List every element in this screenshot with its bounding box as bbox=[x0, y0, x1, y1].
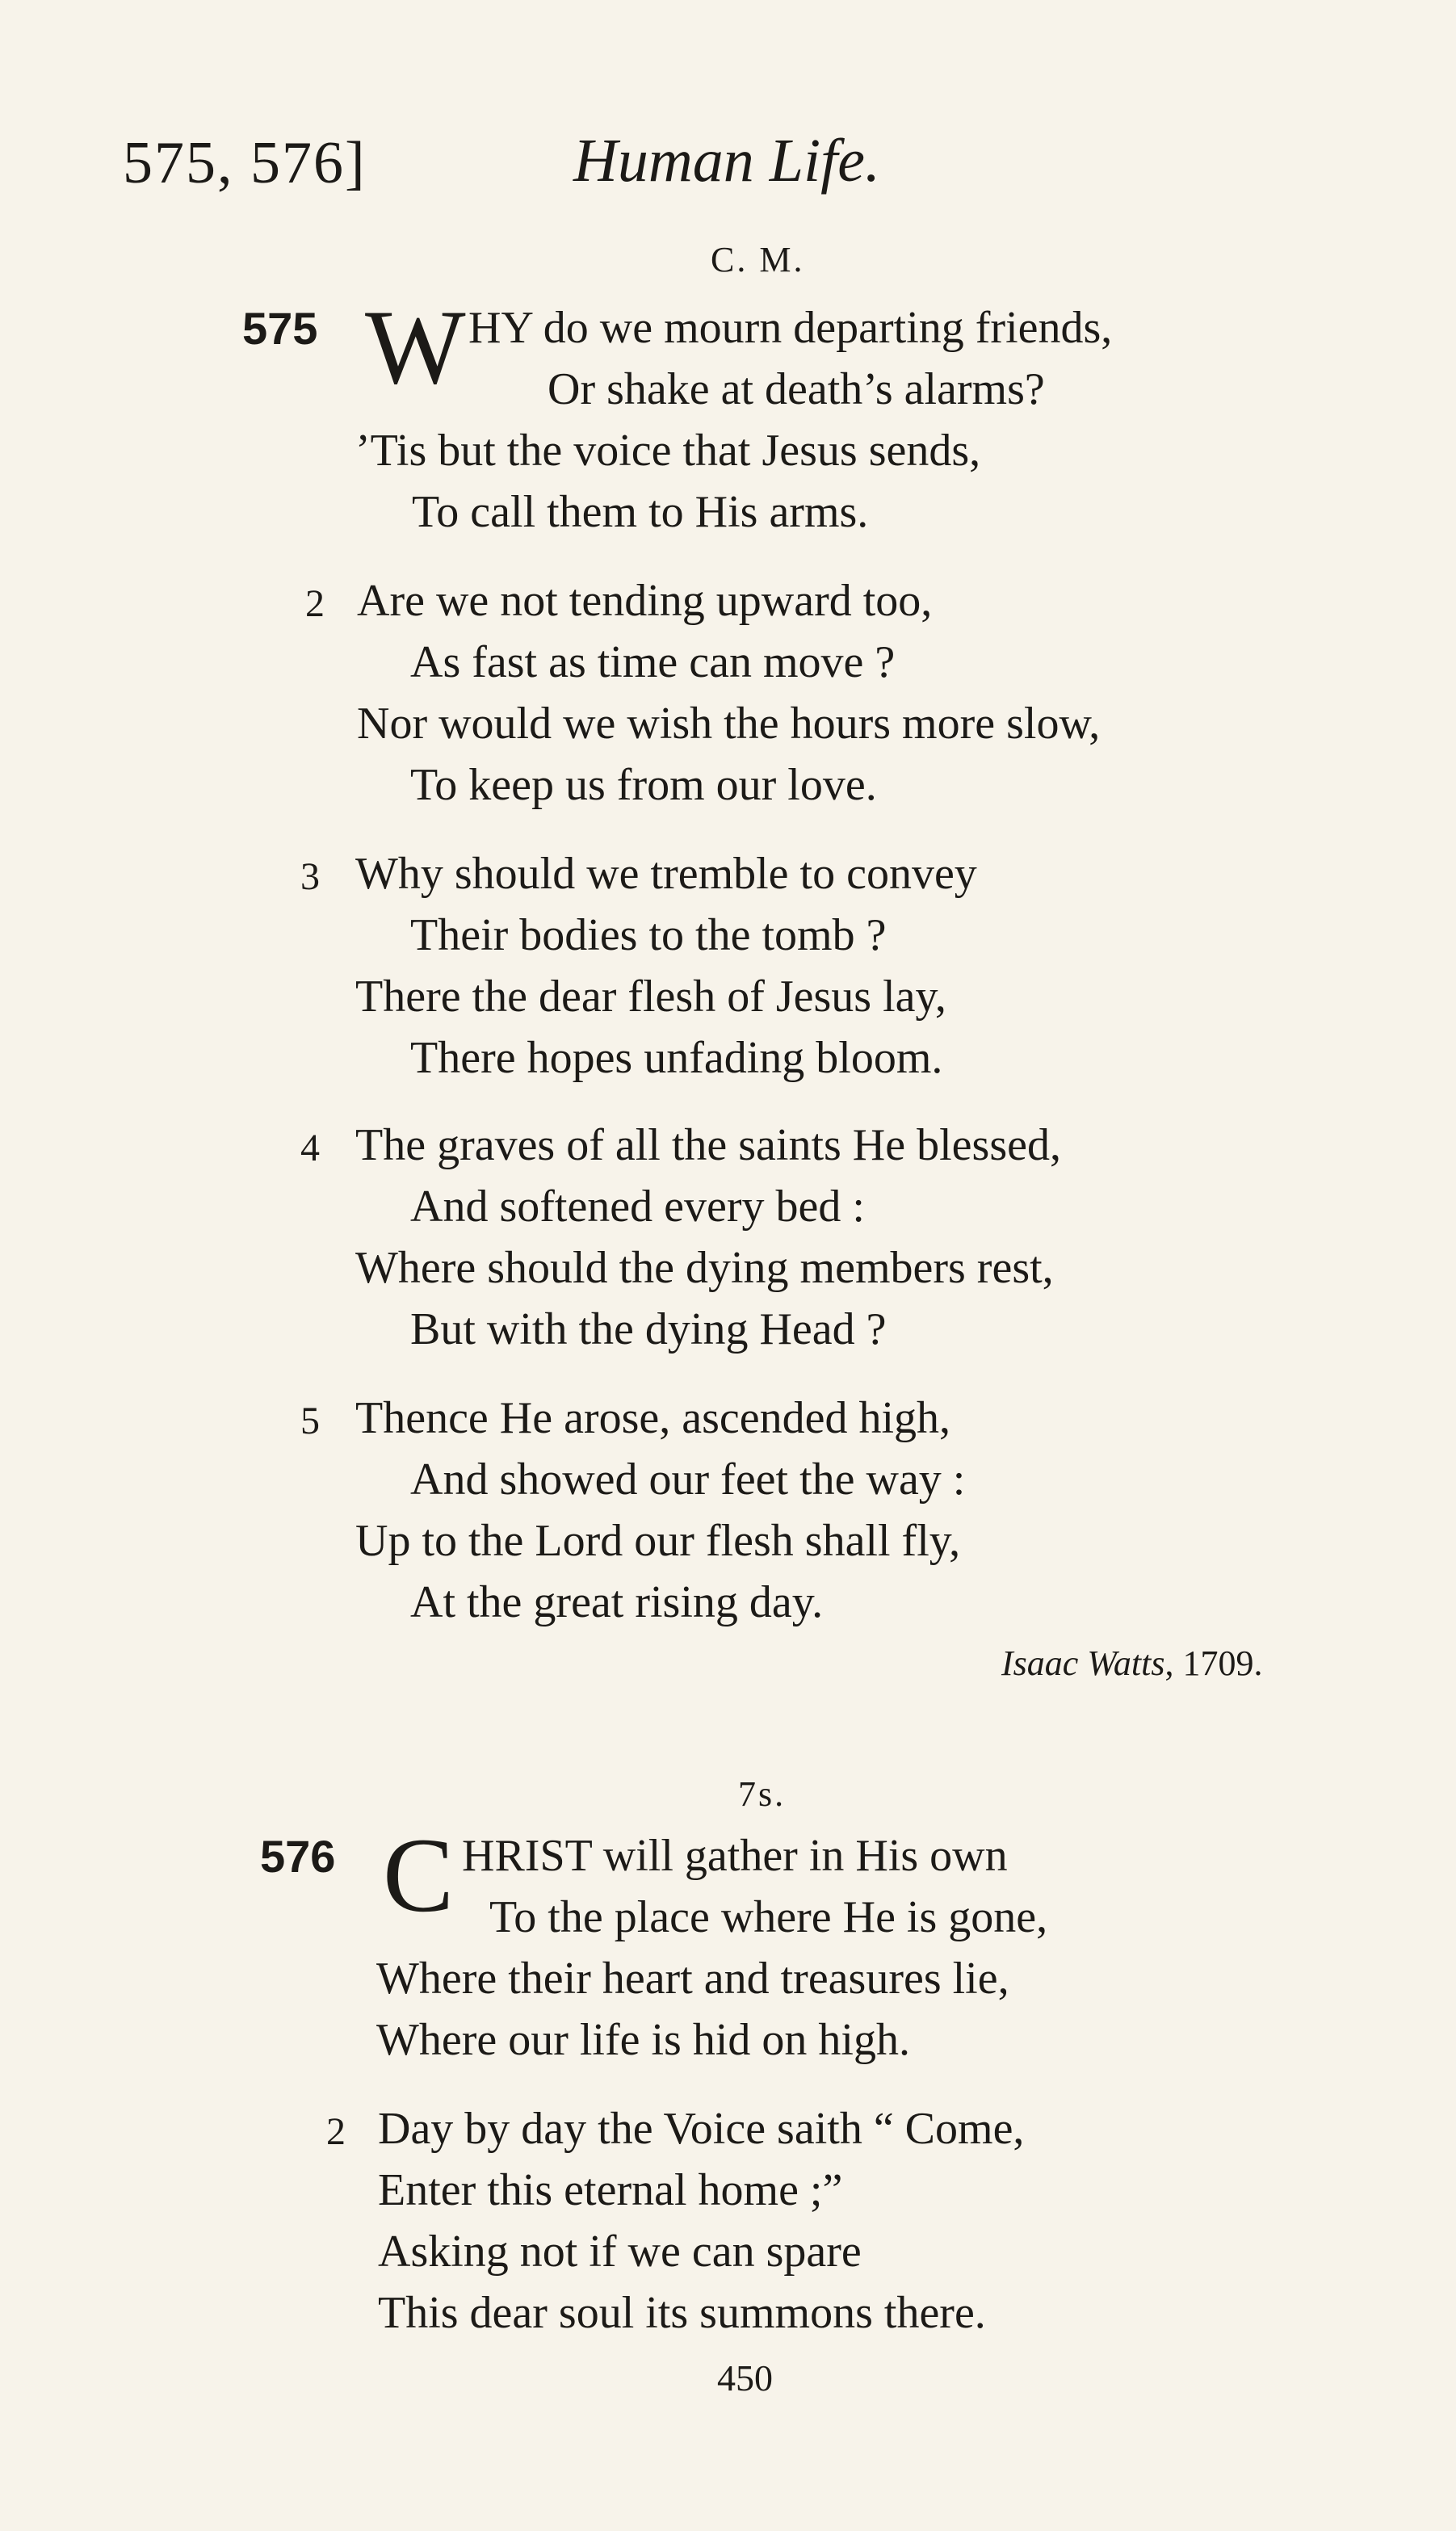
hymn-575-line-4: To call them to His arms. bbox=[412, 487, 869, 537]
hymn-575-meter: C. M. bbox=[711, 240, 805, 279]
hymn-575-v2-line-3: Nor would we wish the hours more slow, bbox=[357, 699, 1101, 749]
hymn-575-verse-2-number: 2 bbox=[305, 582, 325, 625]
hymn-575-v5-line-4: At the great rising day. bbox=[410, 1577, 824, 1627]
hymn-575-v3-line-1: Why should we tremble to convey bbox=[355, 849, 977, 899]
hymn-576-line-2: To the place where He is gone, bbox=[489, 1892, 1048, 1942]
hymn-575-line-1: HY do we mourn departing friends, bbox=[468, 303, 1113, 353]
hymn-576-dropcap: C bbox=[383, 1815, 455, 1934]
hymn-576-v2-line-2: Enter this eternal home ;” bbox=[378, 2165, 843, 2215]
hymn-575-verse-3-number: 3 bbox=[300, 855, 320, 898]
attribution-author: Isaac Watts bbox=[1001, 1643, 1165, 1683]
hymn-575-v3-line-3: There the dear flesh of Jesus lay, bbox=[355, 972, 946, 1022]
hymn-575-v5-line-3: Up to the Lord our flesh shall fly, bbox=[355, 1516, 961, 1566]
hymn-575-v5-line-1: Thence He arose, ascended high, bbox=[355, 1393, 950, 1443]
hymn-575-v2-line-1: Are we not tending upward too, bbox=[357, 576, 933, 626]
hymn-576-line-4: Where our life is hid on high. bbox=[376, 2015, 910, 2065]
hymn-576-line-1: HRIST will gather in His own bbox=[462, 1831, 1008, 1881]
hymn-575-v4-line-3: Where should the dying members rest, bbox=[355, 1243, 1054, 1293]
hymn-575-v4-line-1: The graves of all the saints He blessed, bbox=[355, 1120, 1061, 1170]
hymn-575-line-2: Or shake at death’s alarms? bbox=[548, 364, 1045, 414]
hymn-576-number: 576 bbox=[260, 1831, 336, 1882]
hymn-575-verse-5-number: 5 bbox=[300, 1400, 320, 1442]
hymn-575-v4-line-4: But with the dying Head ? bbox=[410, 1304, 887, 1354]
hymn-575-v3-line-4: There hopes unfading bloom. bbox=[410, 1033, 943, 1083]
hymn-575-v5-line-2: And showed our feet the way : bbox=[410, 1454, 966, 1505]
hymn-575-v3-line-2: Their bodies to the tomb ? bbox=[410, 910, 887, 960]
page-number: 450 bbox=[717, 2357, 773, 2399]
hymn-575-v2-line-2: As fast as time can move ? bbox=[410, 637, 896, 687]
running-head-hymn-numbers: 575, 576] bbox=[123, 130, 367, 196]
hymn-576-line-3: Where their heart and treasures lie, bbox=[376, 1954, 1009, 2004]
hymn-575-v2-line-4: To keep us from our love. bbox=[410, 760, 877, 810]
hymn-575-line-3: ’Tis but the voice that Jesus sends, bbox=[355, 426, 981, 476]
attribution-year: 1709. bbox=[1182, 1643, 1263, 1683]
hymn-576-v2-line-3: Asking not if we can spare bbox=[378, 2227, 862, 2277]
hymn-575-number: 575 bbox=[242, 303, 318, 354]
hymn-575-attribution: Isaac Watts, 1709. bbox=[1001, 1643, 1263, 1683]
hymn-575-dropcap: W bbox=[365, 288, 466, 406]
hymn-576-meter: 7s. bbox=[738, 1774, 787, 1814]
running-head-section-title: Human Life. bbox=[573, 127, 880, 195]
hymn-575-v4-line-2: And softened every bed : bbox=[410, 1182, 865, 1232]
hymn-576-v2-line-1: Day by day the Voice saith “ Come, bbox=[378, 2104, 1025, 2154]
hymn-576-verse-2-number: 2 bbox=[326, 2110, 346, 2153]
hymn-575-verse-4-number: 4 bbox=[300, 1127, 320, 1169]
hymn-576-v2-line-4: This dear soul its summons there. bbox=[378, 2288, 986, 2338]
